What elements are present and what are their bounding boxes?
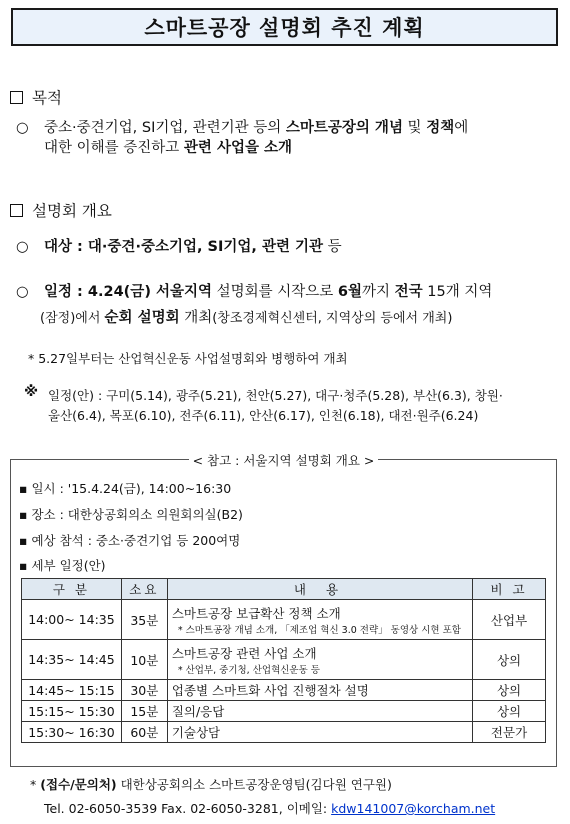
reference-box bbox=[10, 453, 557, 767]
purpose-text-bold: 관련 사업을 소개 bbox=[183, 139, 293, 156]
square-bullet-icon bbox=[10, 91, 23, 104]
purpose-text-bold: 스마트공장의 개념 bbox=[285, 120, 403, 136]
target-label: 대상 : 대·중견·중소기업, SI기업, 관련 기관 bbox=[44, 239, 324, 255]
purpose-text-part: 에 bbox=[454, 120, 469, 136]
cell-note: 산업부 bbox=[473, 600, 546, 640]
schedule-bold: 전국 bbox=[394, 284, 423, 300]
schedule-bold: 순회 설명회 bbox=[104, 310, 180, 326]
content-main: 스마트공장 보급확산 정책 소개 bbox=[171, 605, 341, 621]
contact-phone-line bbox=[44, 799, 495, 817]
col-header: 비 고 bbox=[473, 579, 546, 600]
col-header: 구 분 bbox=[22, 579, 122, 600]
cell-content: 질의/응답 bbox=[167, 701, 472, 722]
title-box bbox=[11, 8, 558, 46]
cell-time: 14:00~ 14:35 bbox=[22, 600, 122, 640]
purpose-heading bbox=[10, 86, 62, 108]
schedule-part: 15개 지역 bbox=[422, 284, 493, 300]
page-title: 스마트공장 설명회 추진 계획 bbox=[144, 16, 425, 40]
cell-time: 15:30~ 16:30 bbox=[22, 722, 122, 743]
cell-note: 전문가 bbox=[473, 722, 546, 743]
table-row bbox=[22, 701, 546, 722]
contact-line bbox=[30, 775, 392, 793]
schedule-bold: 6월 bbox=[337, 284, 363, 300]
content-sub: * 스마트공장 개념 소개, 「제조업 혁신 3.0 전략」 동영상 시현 포함 bbox=[177, 624, 461, 636]
purpose-text-part: 대한 이해를 증진하고 bbox=[44, 139, 184, 156]
purpose-text-bold: 정책 bbox=[426, 120, 455, 136]
reference-title bbox=[11, 451, 556, 469]
reference-title-text: < 참고 : 서울지역 설명회 개요 > bbox=[189, 453, 379, 468]
table-row bbox=[22, 600, 546, 640]
contact-label: (접수/문의처) bbox=[40, 777, 117, 792]
col-header: 내 용 bbox=[167, 579, 472, 600]
regional-schedule-line: 일정(안) : 구미(5.14), 광주(5.21), 천안(5.27), 대구·청주(5.28), 부산(6.3), 창원· bbox=[48, 388, 503, 403]
cell-note: 상의 bbox=[473, 680, 546, 701]
purpose-heading-text: 목적 bbox=[32, 89, 62, 107]
purpose-text-part: 중소·중견기업, SI기업, 관련기관 등의 bbox=[44, 120, 286, 136]
purpose-text-part: 및 bbox=[402, 120, 427, 136]
schedule-part: (창조경제혁신센터, 지역상의 등에서 개최) bbox=[212, 311, 453, 326]
overview-heading-text: 설명회 개요 bbox=[32, 202, 112, 220]
ref-detail: ▪ 세부 일정(안) bbox=[19, 558, 106, 573]
table-header-row bbox=[22, 579, 546, 600]
cell-time: 15:15~ 15:30 bbox=[22, 701, 122, 722]
cell-content: 기술상담 bbox=[167, 722, 472, 743]
purpose-text bbox=[44, 119, 564, 158]
ref-place: ▪ 장소 : 대한상공회의소 의원회의실(B2) bbox=[19, 507, 243, 522]
col-header: 소요 bbox=[121, 579, 167, 600]
table-row bbox=[22, 722, 546, 743]
schedule-part: 개최 bbox=[179, 310, 213, 326]
cell-duration: 15분 bbox=[121, 701, 167, 722]
contact-mark: * bbox=[30, 777, 41, 792]
schedule-bold: 일정 : 4.24(금) 서울지역 bbox=[44, 284, 213, 300]
schedule-line bbox=[44, 283, 564, 303]
cell-content: 업종별 스마트화 사업 진행절차 설명 bbox=[167, 680, 472, 701]
content-main: 스마트공장 관련 사업 소개 bbox=[171, 645, 317, 661]
target-bullet: ○ bbox=[16, 239, 29, 255]
email-link[interactable]: kdw141007@korcham.net bbox=[331, 801, 496, 816]
note-mark: ※ bbox=[24, 384, 39, 400]
regional-schedule-line: 울산(6.4), 목포(6.10), 전주(6.11), 안산(6.17), 인천(6.18), 대전·원주(6.24) bbox=[48, 408, 479, 423]
target-tail: 등 bbox=[323, 239, 342, 255]
schedule-part: (잠정)에서 bbox=[40, 311, 105, 326]
regional-schedule bbox=[48, 386, 564, 426]
note-industry-innovation: * 5.27일부터는 산업혁신운동 사업설명회와 병행하여 개최 bbox=[28, 351, 348, 366]
cell-content bbox=[167, 600, 472, 640]
cell-time: 14:35~ 14:45 bbox=[22, 640, 122, 680]
cell-time: 14:45~ 15:15 bbox=[22, 680, 122, 701]
schedule-part: 까지 bbox=[362, 284, 395, 300]
cell-duration: 60분 bbox=[121, 722, 167, 743]
content-sub: * 산업부, 중기청, 산업혁신운동 등 bbox=[177, 664, 320, 676]
cell-duration: 30분 bbox=[121, 680, 167, 701]
table-row bbox=[22, 680, 546, 701]
ref-attendees: ▪ 예상 참석 : 중소·중견기업 등 200여명 bbox=[19, 533, 241, 548]
overview-heading bbox=[10, 199, 112, 221]
cell-note: 상의 bbox=[473, 640, 546, 680]
square-bullet-icon bbox=[10, 204, 23, 217]
cell-duration: 35분 bbox=[121, 600, 167, 640]
schedule-line-2 bbox=[40, 309, 564, 329]
target-line bbox=[44, 238, 342, 258]
schedule-bullet: ○ bbox=[16, 284, 29, 300]
cell-content bbox=[167, 640, 472, 680]
contact-org: 대한상공회의소 스마트공장운영팀(김다원 연구원) bbox=[116, 777, 392, 792]
cell-duration: 10분 bbox=[121, 640, 167, 680]
ref-date: ▪ 일시 : '15.4.24(금), 14:00~16:30 bbox=[19, 481, 232, 496]
cell-note: 상의 bbox=[473, 701, 546, 722]
contact-phone: Tel. 02-6050-3539 Fax. 02-6050-3281, 이메일: bbox=[44, 801, 332, 816]
schedule-table bbox=[21, 578, 546, 743]
table-row bbox=[22, 640, 546, 680]
purpose-bullet: ○ bbox=[16, 120, 29, 136]
schedule-part: 설명회를 시작으로 bbox=[212, 284, 338, 300]
